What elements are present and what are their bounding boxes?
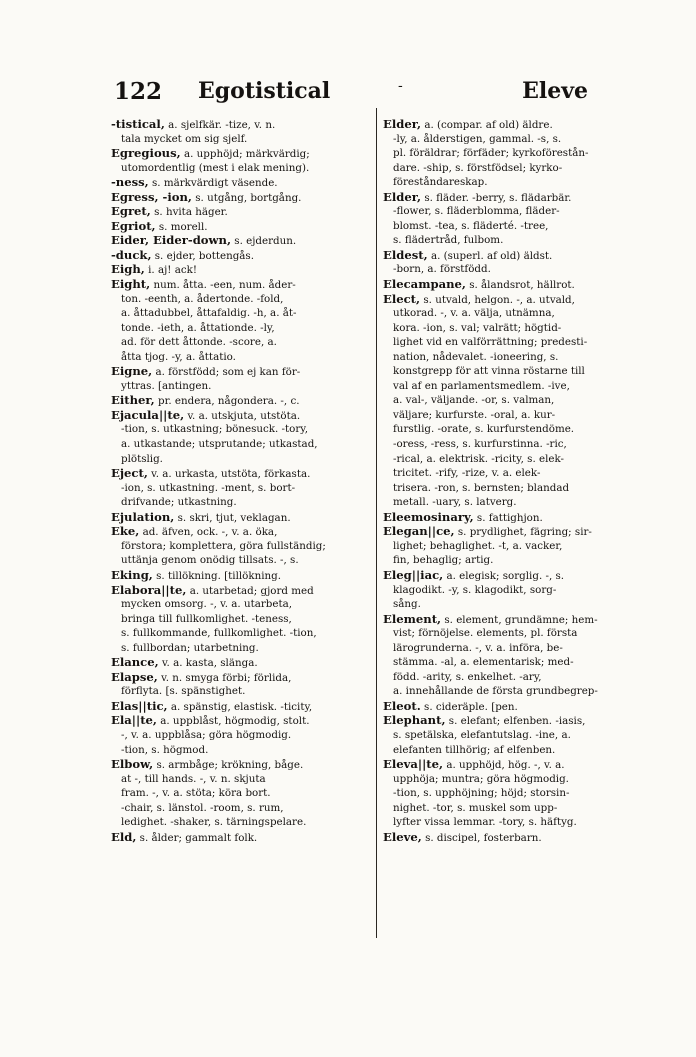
entry-continuation-line bbox=[383, 539, 665, 554]
dictionary-entry-line bbox=[111, 408, 373, 423]
headword: Ela||te, bbox=[111, 713, 157, 728]
dictionary-entry-line bbox=[111, 175, 373, 190]
definition-text: lighet vid en valförrättning; predesti- bbox=[393, 336, 588, 349]
entry-continuation-line bbox=[383, 801, 665, 816]
definition-text: -, v. a. uppblåsa; göra högmodig. bbox=[121, 728, 292, 741]
definition-text: s. prydlighet, fägring; sir- bbox=[457, 526, 592, 539]
entry-continuation-line bbox=[111, 379, 373, 394]
header-mark: - bbox=[398, 78, 403, 94]
right-column bbox=[383, 117, 665, 844]
entry-continuation-line bbox=[383, 495, 665, 510]
dictionary-entry-line bbox=[111, 670, 373, 685]
headword: Egriot, bbox=[111, 218, 156, 233]
dictionary-entry-line bbox=[383, 277, 665, 292]
dictionary-entry-line bbox=[111, 524, 373, 539]
dictionary-entry-line bbox=[383, 699, 665, 714]
entry-continuation-line bbox=[383, 786, 665, 801]
definition-text: a. utkastande; utsprutande; utkastad, bbox=[121, 438, 318, 451]
definition-text: yttras. [antingen. bbox=[121, 379, 212, 392]
headword: Elephant, bbox=[383, 713, 446, 728]
definition-text: a. uppblåst, högmodig, stolt. bbox=[160, 715, 310, 728]
headword: Elbow, bbox=[111, 757, 154, 772]
entry-continuation-line bbox=[111, 626, 373, 641]
entry-continuation-line bbox=[111, 612, 373, 627]
headword: Eleemosinary, bbox=[383, 509, 474, 524]
entry-continuation-line bbox=[383, 364, 665, 379]
entry-continuation-line bbox=[111, 350, 373, 365]
definition-text: trisera. -ron, s. bernsten; blandad bbox=[393, 481, 570, 494]
headword: Eight, bbox=[111, 277, 151, 292]
definition-text: s. ålder; gammalt folk. bbox=[139, 831, 258, 844]
definition-text: s. ejder, bottengås. bbox=[154, 249, 254, 262]
headword: Elegan||ce, bbox=[383, 524, 455, 539]
dictionary-entry-line bbox=[383, 292, 665, 307]
headword: Ejulation, bbox=[111, 509, 175, 524]
dictionary-entry-line bbox=[383, 248, 665, 263]
definition-text: a. sjelfkär. -tize, v. n. bbox=[168, 119, 276, 131]
headword: Ejacula||te, bbox=[111, 407, 185, 422]
dictionary-entry-line bbox=[111, 190, 373, 205]
definition-text: -tion, s. utkastning; bönesuck. -tory, bbox=[121, 423, 309, 436]
definition-text: -rical, a. elektrisk. -ricity, s. elek- bbox=[393, 452, 565, 465]
dictionary-entry-line bbox=[111, 830, 373, 845]
definition-text: nation, nådevalet. -ioneering, s. bbox=[393, 350, 559, 363]
definition-text: v. a. utskjuta, utstöta. bbox=[187, 409, 301, 422]
entry-continuation-line bbox=[383, 233, 665, 248]
headword: Eleg||iac, bbox=[383, 567, 444, 582]
entry-continuation-line bbox=[111, 481, 373, 496]
entry-continuation-line bbox=[111, 597, 373, 612]
dictionary-entry-line bbox=[111, 568, 373, 583]
dictionary-entry-line bbox=[383, 713, 665, 728]
headword: Elapse, bbox=[111, 669, 158, 684]
entry-continuation-line bbox=[111, 815, 373, 830]
definition-text: s. skri, tjut, veklagan. bbox=[177, 511, 291, 524]
headword: Elder, bbox=[383, 117, 422, 131]
dictionary-entry-line bbox=[111, 117, 373, 132]
definition-text: s. fullbordan; utarbetning. bbox=[121, 641, 259, 654]
entry-continuation-line bbox=[383, 728, 665, 743]
dictionary-entry-line bbox=[111, 248, 373, 263]
definition-text: fin, behaglig; artig. bbox=[393, 554, 494, 567]
definition-text: kora. -ion, s. val; valrätt; högtid- bbox=[393, 321, 562, 334]
entry-continuation-line bbox=[383, 597, 665, 612]
definition-text: sång. bbox=[393, 598, 421, 611]
entry-continuation-line bbox=[383, 306, 665, 321]
entry-continuation-line bbox=[383, 684, 665, 699]
headword: Elecampane, bbox=[383, 277, 466, 292]
dictionary-entry-line bbox=[111, 466, 373, 481]
definition-text: -chair, s. länstol. -room, s. rum, bbox=[121, 801, 284, 814]
definition-text: at -, till hands. -, v. n. skjuta bbox=[121, 772, 266, 785]
entry-continuation-line bbox=[383, 321, 665, 336]
entry-continuation-line bbox=[111, 495, 373, 510]
dictionary-entry-line bbox=[383, 612, 665, 627]
definition-text: väljare; kurfurste. -oral, a. kur- bbox=[393, 408, 556, 421]
headword: -ness, bbox=[111, 175, 149, 190]
definition-text: föreståndareskap. bbox=[393, 176, 488, 189]
entry-continuation-line bbox=[111, 321, 373, 336]
definition-text: stämma. -al, a. elementarisk; med- bbox=[393, 656, 574, 669]
page-number: 122 bbox=[114, 78, 163, 105]
right-guide-word: Eleve bbox=[522, 78, 588, 104]
definition-text: s. flädertråd, fulbom. bbox=[393, 234, 504, 247]
entry-continuation-line bbox=[111, 772, 373, 787]
entry-continuation-line bbox=[383, 772, 665, 787]
definition-text: furstlig. -orate, s. kurfurstendöme. bbox=[393, 423, 575, 436]
dictionary-entry-line bbox=[111, 204, 373, 219]
definition-text: klagodikt. -y, s. klagodikt, sorg- bbox=[393, 583, 557, 596]
definition-text: s. ålandsrot, hällrot. bbox=[469, 279, 575, 292]
headword: Elder, bbox=[383, 189, 422, 204]
entry-continuation-line bbox=[383, 437, 665, 452]
entry-continuation-line bbox=[111, 743, 373, 758]
entry-continuation-line bbox=[383, 815, 665, 830]
definition-text: a. spänstig, elastisk. -ticity, bbox=[170, 700, 313, 713]
headword: Elabora||te, bbox=[111, 582, 187, 597]
definition-text: lyfter vissa lemmar. -tory, s. häftyg. bbox=[393, 816, 577, 829]
headword: Eleva||te, bbox=[383, 757, 444, 772]
entry-continuation-line bbox=[111, 684, 373, 699]
definition-text: s. utvald, helgon. -, a. utvald, bbox=[423, 293, 575, 306]
definition-text: s. tillökning. [tillökning. bbox=[156, 569, 282, 582]
definition-text: upphöja; muntra; göra högmodig. bbox=[393, 772, 569, 785]
headword: Eider, Eider-down, bbox=[111, 233, 231, 248]
entry-continuation-line bbox=[383, 204, 665, 219]
headword: Egret, bbox=[111, 204, 151, 219]
entry-continuation-line bbox=[111, 539, 373, 554]
definition-text: blomst. -tea, s. fläderté. -tree, bbox=[393, 219, 549, 232]
entry-continuation-line bbox=[111, 292, 373, 307]
definition-text: mycken omsorg. -, v. a. utarbeta, bbox=[121, 598, 293, 611]
definition-text: lärogrunderna. -, v. a. införa, be- bbox=[393, 641, 563, 654]
headword: -duck, bbox=[111, 247, 152, 262]
dictionary-entry-line bbox=[383, 190, 665, 205]
entry-continuation-line bbox=[111, 786, 373, 801]
entry-continuation-line bbox=[111, 452, 373, 467]
definition-text: a. val-, väljande. -or, s. valman, bbox=[393, 394, 555, 407]
entry-continuation-line bbox=[111, 335, 373, 350]
entry-continuation-line bbox=[383, 132, 665, 147]
headword: Eke, bbox=[111, 524, 140, 539]
entry-continuation-line bbox=[111, 728, 373, 743]
entry-continuation-line bbox=[383, 422, 665, 437]
definition-text: val af en parlamentsmedlem. -ive, bbox=[393, 379, 570, 392]
definition-text: lighet; behaglighet. -t, a. vacker, bbox=[393, 539, 563, 552]
definition-text: s. spetälska, elefantutslag. -ine, a. bbox=[393, 728, 571, 741]
definition-text: vist; förnöjelse. elements, pl. första bbox=[393, 627, 578, 640]
definition-text: uttänja genom onödig tillsats. -, s. bbox=[121, 554, 299, 567]
definition-text: s. morell. bbox=[158, 220, 208, 233]
definition-text: s. märkvärdigt väsende. bbox=[152, 177, 278, 190]
entry-continuation-line bbox=[383, 175, 665, 190]
definition-text: v. n. smyga förbi; förlida, bbox=[161, 671, 292, 684]
dictionary-entry-line bbox=[383, 757, 665, 772]
column-divider bbox=[376, 108, 377, 938]
dictionary-entry-line bbox=[111, 277, 373, 292]
definition-text: s. hvita häger. bbox=[154, 206, 228, 219]
entry-continuation-line bbox=[383, 146, 665, 161]
definition-text: tricitet. -rify, -rize, v. a. elek- bbox=[393, 467, 541, 480]
entry-continuation-line bbox=[383, 350, 665, 365]
entry-continuation-line bbox=[383, 393, 665, 408]
headword: Eking, bbox=[111, 567, 153, 582]
definition-text: tala mycket om sig sjelf. bbox=[121, 132, 248, 145]
definition-text: drifvande; utkastning. bbox=[121, 496, 237, 509]
definition-text: v. a. kasta, slänga. bbox=[161, 657, 258, 670]
dictionary-entry-line bbox=[111, 364, 373, 379]
definition-text: a. elegisk; sorglig. -, s. bbox=[446, 569, 565, 582]
definition-text: s. cideräple. [pen. bbox=[424, 700, 518, 713]
definition-text: nighet. -tor, s. muskel som upp- bbox=[393, 801, 558, 814]
dictionary-entry-line bbox=[111, 393, 373, 408]
left-column bbox=[111, 117, 373, 844]
definition-text: a. upphöjd; märkvärdig; bbox=[183, 148, 310, 161]
definition-text: ad. för dett åttonde. -score, a. bbox=[121, 336, 277, 349]
definition-text: född. -arity, s. enkelhet. -ary, bbox=[393, 670, 542, 683]
definition-text: ton. -eenth, a. ådertonde. -fold, bbox=[121, 292, 284, 305]
definition-text: a. åttadubbel, åttafaldig. -h, a. åt- bbox=[121, 307, 297, 320]
entry-continuation-line bbox=[383, 553, 665, 568]
dictionary-entry-line bbox=[383, 510, 665, 525]
entry-continuation-line bbox=[383, 466, 665, 481]
definition-text: metall. -uary, s. latverg. bbox=[393, 496, 517, 509]
definition-text: fram. -, v. a. stöta; köra bort. bbox=[121, 787, 271, 800]
definition-text: bringa till fullkomlighet. -teness, bbox=[121, 612, 292, 625]
definition-text: ledighet. -shaker, s. tärningspelare. bbox=[121, 816, 307, 829]
dictionary-entry-line bbox=[111, 510, 373, 525]
definition-text: -born, a. förstfödd. bbox=[393, 263, 491, 276]
entry-continuation-line bbox=[383, 161, 665, 176]
running-header bbox=[104, 78, 588, 108]
definition-text: utkorad. -, v. a. välja, utnämna, bbox=[393, 307, 555, 320]
entry-continuation-line bbox=[111, 306, 373, 321]
entry-continuation-line bbox=[111, 422, 373, 437]
dictionary-entry-line bbox=[383, 117, 665, 132]
headword: Elect, bbox=[383, 291, 421, 306]
definition-text: s. element, grundämne; hem- bbox=[444, 613, 598, 626]
dictionary-entry-line bbox=[111, 262, 373, 277]
dictionary-entry-line bbox=[111, 233, 373, 248]
headword: Eleve, bbox=[383, 829, 422, 844]
entry-continuation-line bbox=[383, 655, 665, 670]
definition-text: -oress, -ress, s. kurfurstinna. -ric, bbox=[393, 438, 567, 451]
entry-continuation-line bbox=[111, 132, 373, 147]
dictionary-entry-line bbox=[111, 699, 373, 714]
entry-continuation-line bbox=[383, 408, 665, 423]
definition-text: pr. endera, någondera. -, c. bbox=[157, 395, 300, 408]
definition-text: plötslig. bbox=[121, 452, 163, 465]
dictionary-entry-line bbox=[111, 146, 373, 161]
definition-text: s. discipel, fosterbarn. bbox=[425, 831, 542, 844]
dictionary-entry-line bbox=[111, 219, 373, 234]
dictionary-entry-line bbox=[383, 830, 665, 845]
entry-continuation-line bbox=[383, 743, 665, 758]
definition-text: -tion, s. högmod. bbox=[121, 743, 209, 756]
headword: Element, bbox=[383, 611, 442, 626]
definition-text: dare. -ship, s. förstfödsel; kyrko- bbox=[393, 161, 563, 174]
definition-text: a. (superl. af old) äldst. bbox=[430, 249, 553, 262]
dictionary-entry-line bbox=[383, 568, 665, 583]
definition-text: förstora; komplettera, göra fullständig; bbox=[121, 539, 326, 552]
definition-text: s. fattighjon. bbox=[476, 511, 543, 524]
entry-continuation-line bbox=[111, 801, 373, 816]
definition-text: s. utgång, bortgång. bbox=[195, 191, 302, 204]
headword: Eigne, bbox=[111, 364, 153, 379]
definition-text: utomordentlig (mest i elak mening). bbox=[121, 161, 310, 174]
definition-text: a. innehållande de första grundbegrep- bbox=[393, 685, 598, 698]
definition-text: s. elefant; elfenben. -iasis, bbox=[448, 715, 586, 728]
definition-text: v. a. urkasta, utstöta, förkasta. bbox=[151, 468, 311, 481]
entry-continuation-line bbox=[383, 641, 665, 656]
headword: Eld, bbox=[111, 829, 137, 844]
definition-text: förflyta. [s. spänstighet. bbox=[121, 685, 246, 698]
entry-continuation-line bbox=[383, 379, 665, 394]
headword: Eleot. bbox=[383, 698, 421, 713]
headword: Eigh, bbox=[111, 262, 145, 277]
dictionary-entry-line bbox=[111, 583, 373, 598]
entry-continuation-line bbox=[383, 626, 665, 641]
definition-text: -ly, a. ålderstigen, gammal. -s, s. bbox=[393, 132, 562, 145]
entry-continuation-line bbox=[111, 553, 373, 568]
definition-text: elefanten tillhörig; af elfenben. bbox=[393, 743, 556, 756]
dictionary-entry-line bbox=[111, 713, 373, 728]
definition-text: s. armbåge; krökning, båge. bbox=[156, 759, 304, 772]
dictionary-entry-line bbox=[383, 524, 665, 539]
entry-continuation-line bbox=[111, 641, 373, 656]
dictionary-entry-line bbox=[111, 655, 373, 670]
definition-text: s. fullkommande, fullkomlighet. -tion, bbox=[121, 627, 317, 640]
headword: Eldest, bbox=[383, 247, 428, 262]
headword: Egress, -ion, bbox=[111, 189, 192, 204]
entry-continuation-line bbox=[383, 335, 665, 350]
headword: Either, bbox=[111, 393, 155, 408]
entry-continuation-line bbox=[111, 161, 373, 176]
headword: Eject, bbox=[111, 466, 148, 481]
definition-text: konstgrepp för att vinna röstarne till bbox=[393, 365, 585, 378]
headword: -tistical, bbox=[111, 117, 165, 131]
headword: Egregious, bbox=[111, 146, 181, 161]
definition-text: -ion, s. utkastning. -ment, s. bort- bbox=[121, 481, 296, 494]
definition-text: i. aj! ack! bbox=[148, 264, 197, 277]
dictionary-entry-line bbox=[111, 757, 373, 772]
entry-continuation-line bbox=[383, 583, 665, 598]
definition-text: s. ejderdun. bbox=[234, 235, 297, 248]
headword: Elas||tic, bbox=[111, 698, 168, 713]
definition-text: pl. föräldrar; förfäder; kyrkoförestån- bbox=[393, 147, 589, 160]
definition-text: ad. äfven, ock. -, v. a. öka, bbox=[142, 526, 278, 539]
definition-text: s. fläder. -berry, s. flädarbär. bbox=[424, 191, 572, 204]
entry-continuation-line bbox=[383, 452, 665, 467]
entry-continuation-line bbox=[111, 437, 373, 452]
definition-text: -flower, s. fläderblomma, fläder- bbox=[393, 205, 560, 218]
entry-continuation-line bbox=[383, 262, 665, 277]
definition-text: åtta tjog. -y, a. åttatio. bbox=[121, 350, 236, 363]
definition-text: a. upphöjd, hög. -, v. a. bbox=[446, 759, 565, 772]
entry-continuation-line bbox=[383, 219, 665, 234]
definition-text: a. utarbetad; gjord med bbox=[189, 584, 314, 597]
entry-continuation-line bbox=[383, 670, 665, 685]
left-guide-word: Egotistical bbox=[198, 78, 331, 104]
definition-text: a. förstfödd; som ej kan för- bbox=[155, 366, 301, 379]
entry-continuation-line bbox=[383, 481, 665, 496]
definition-text: tonde. -ieth, a. åttationde. -ly, bbox=[121, 321, 275, 334]
definition-text: -tion, s. upphöjning; höjd; storsin- bbox=[393, 787, 570, 800]
definition-text: a. (compar. af old) äldre. bbox=[424, 119, 553, 131]
headword: Elance, bbox=[111, 655, 159, 670]
definition-text: num. åtta. -een, num. åder- bbox=[153, 279, 296, 292]
